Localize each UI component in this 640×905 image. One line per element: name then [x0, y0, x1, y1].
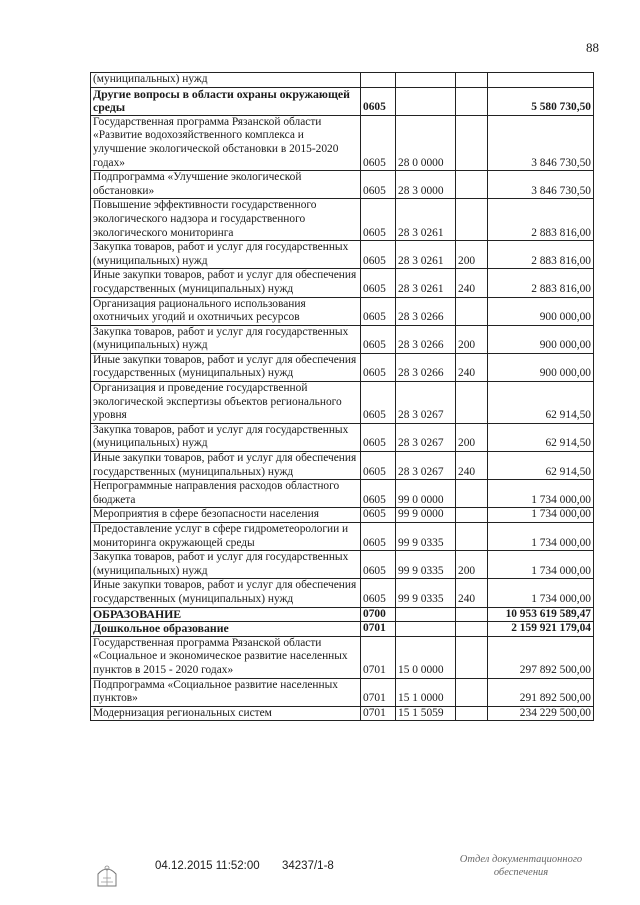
row-expense-type — [456, 171, 488, 199]
row-section: 0700 — [361, 607, 396, 622]
row-name: Государственная программа Рязанской области «Социальное и экономическое развитие населенных пунктов в 2015 - 2020 годах» — [91, 636, 361, 678]
table-row — [91, 199, 594, 241]
row-name: Дошкольное образование — [91, 622, 361, 637]
row-amount: 1 734 000,00 — [488, 508, 594, 523]
row-code: 99 9 0335 — [396, 523, 456, 551]
row-expense-type — [456, 382, 488, 424]
row-amount: 2 883 816,00 — [488, 241, 594, 269]
row-code: 99 9 0335 — [396, 551, 456, 579]
row-section: 0605 — [361, 423, 396, 451]
footer-doc-number: 34237/1-8 — [282, 860, 334, 872]
row-code: 28 3 0267 — [396, 452, 456, 480]
row-name: Иные закупки товаров, работ и услуг для обеспечения государственных (муниципальных) нужд — [91, 579, 361, 607]
row-expense-type — [456, 73, 488, 88]
department-stamp — [446, 853, 596, 879]
row-name: Государственная программа Рязанской области «Развитие водохозяйственного комплекса и улучшение экологической обстановки в 2015-2020 годах» — [91, 115, 361, 170]
row-expense-type: 200 — [456, 551, 488, 579]
row-amount: 297 892 500,00 — [488, 636, 594, 678]
row-amount: 1 734 000,00 — [488, 551, 594, 579]
row-name: Другие вопросы в области охраны окружающей среды — [91, 87, 361, 115]
row-expense-type — [456, 199, 488, 241]
row-section: 0605 — [361, 115, 396, 170]
row-amount: 900 000,00 — [488, 325, 594, 353]
row-section: 0701 — [361, 636, 396, 678]
table-row — [91, 73, 594, 88]
row-code — [396, 607, 456, 622]
row-expense-type: 200 — [456, 325, 488, 353]
row-section: 0605 — [361, 382, 396, 424]
table-row — [91, 480, 594, 508]
row-name: Подпрограмма «Социальное развитие населенных пунктов» — [91, 678, 361, 706]
row-expense-type — [456, 480, 488, 508]
row-amount: 900 000,00 — [488, 353, 594, 381]
table-row — [91, 382, 594, 424]
row-expense-type: 200 — [456, 241, 488, 269]
row-expense-type — [456, 622, 488, 637]
row-code — [396, 622, 456, 637]
row-name: Иные закупки товаров, работ и услуг для обеспечения государственных (муниципальных) нужд — [91, 353, 361, 381]
row-amount: 62 914,50 — [488, 382, 594, 424]
row-code: 99 0 0000 — [396, 480, 456, 508]
row-code: 28 3 0267 — [396, 423, 456, 451]
row-name: Организация рационального использования охотничьих угодий и охотничьих ресурсов — [91, 297, 361, 325]
row-expense-type — [456, 508, 488, 523]
table-row — [91, 241, 594, 269]
row-amount — [488, 73, 594, 88]
table-row — [91, 523, 594, 551]
table-row — [91, 269, 594, 297]
row-amount: 62 914,50 — [488, 423, 594, 451]
table-row — [91, 171, 594, 199]
table-row — [91, 678, 594, 706]
table-row — [91, 423, 594, 451]
table-row — [91, 353, 594, 381]
table-row — [91, 636, 594, 678]
row-code: 28 3 0261 — [396, 241, 456, 269]
row-code: 28 0 0000 — [396, 115, 456, 170]
row-expense-type — [456, 607, 488, 622]
row-section: 0605 — [361, 241, 396, 269]
row-amount: 2 883 816,00 — [488, 199, 594, 241]
row-code: 28 3 0261 — [396, 199, 456, 241]
table-row — [91, 607, 594, 622]
table-row — [91, 551, 594, 579]
row-code: 99 9 0335 — [396, 579, 456, 607]
row-section: 0605 — [361, 551, 396, 579]
row-code: 28 3 0261 — [396, 269, 456, 297]
page-number: 88 — [586, 40, 599, 55]
row-expense-type — [456, 706, 488, 721]
row-expense-type — [456, 678, 488, 706]
table-row — [91, 297, 594, 325]
row-name: Иные закупки товаров, работ и услуг для обеспечения государственных (муниципальных) нужд — [91, 452, 361, 480]
row-name: ОБРАЗОВАНИЕ — [91, 607, 361, 622]
row-code: 15 1 5059 — [396, 706, 456, 721]
row-name: Предоставление услуг в сфере гидрометеорологии и мониторинга окружающей среды — [91, 523, 361, 551]
row-section: 0701 — [361, 678, 396, 706]
row-name: Закупка товаров, работ и услуг для государственных (муниципальных) нужд — [91, 423, 361, 451]
footer-date: 04.12.2015 11:52:00 — [155, 860, 260, 872]
row-section: 0605 — [361, 297, 396, 325]
row-name: Подпрограмма «Улучшение экологической обстановки» — [91, 171, 361, 199]
row-amount: 1 734 000,00 — [488, 579, 594, 607]
row-name: Закупка товаров, работ и услуг для государственных (муниципальных) нужд — [91, 241, 361, 269]
table-row — [91, 508, 594, 523]
row-amount: 3 846 730,50 — [488, 115, 594, 170]
row-name: Закупка товаров, работ и услуг для государственных (муниципальных) нужд — [91, 551, 361, 579]
row-code — [396, 73, 456, 88]
coat-of-arms-icon — [94, 860, 120, 890]
row-expense-type — [456, 636, 488, 678]
row-name: Непрограммные направления расходов областного бюджета — [91, 480, 361, 508]
row-name: Организация и проведение государственной экологической экспертизы объектов регионального уровня — [91, 382, 361, 424]
table-row — [91, 579, 594, 607]
row-amount: 3 846 730,50 — [488, 171, 594, 199]
row-code: 28 3 0267 — [396, 382, 456, 424]
row-section: 0605 — [361, 508, 396, 523]
row-expense-type: 240 — [456, 579, 488, 607]
row-expense-type — [456, 523, 488, 551]
stamp-line-1: Отдел документационного — [459, 854, 583, 865]
budget-table — [90, 72, 594, 721]
row-amount: 62 914,50 — [488, 452, 594, 480]
row-section: 0605 — [361, 579, 396, 607]
row-expense-type: 240 — [456, 269, 488, 297]
row-expense-type: 200 — [456, 423, 488, 451]
row-code: 28 3 0266 — [396, 297, 456, 325]
row-section: 0605 — [361, 353, 396, 381]
row-name: Закупка товаров, работ и услуг для государственных (муниципальных) нужд — [91, 325, 361, 353]
row-name: Иные закупки товаров, работ и услуг для обеспечения государственных (муниципальных) нужд — [91, 269, 361, 297]
row-code: 15 0 0000 — [396, 636, 456, 678]
row-code: 28 3 0000 — [396, 171, 456, 199]
row-section: 0605 — [361, 199, 396, 241]
row-expense-type: 240 — [456, 353, 488, 381]
row-section: 0701 — [361, 622, 396, 637]
row-name: Повышение эффективности государственного экологического надзора и государственного экологического мониторинга — [91, 199, 361, 241]
row-section: 0605 — [361, 87, 396, 115]
row-expense-type — [456, 115, 488, 170]
row-amount: 234 229 500,00 — [488, 706, 594, 721]
row-section: 0605 — [361, 480, 396, 508]
row-name: Мероприятия в сфере безопасности населения — [91, 508, 361, 523]
row-section: 0605 — [361, 171, 396, 199]
table-row — [91, 325, 594, 353]
row-amount: 5 580 730,50 — [488, 87, 594, 115]
row-section — [361, 73, 396, 88]
table-row — [91, 622, 594, 637]
row-amount: 1 734 000,00 — [488, 523, 594, 551]
table-row — [91, 706, 594, 721]
row-name: (муниципальных) нужд — [91, 73, 361, 88]
table-row — [91, 452, 594, 480]
row-amount: 2 159 921 179,04 — [488, 622, 594, 637]
row-amount: 900 000,00 — [488, 297, 594, 325]
row-code — [396, 87, 456, 115]
row-code: 99 9 0000 — [396, 508, 456, 523]
row-amount: 1 734 000,00 — [488, 480, 594, 508]
row-amount: 291 892 500,00 — [488, 678, 594, 706]
row-code: 15 1 0000 — [396, 678, 456, 706]
table-row — [91, 87, 594, 115]
row-section: 0701 — [361, 706, 396, 721]
stamp-line-2: обеспечения — [493, 867, 549, 878]
row-section: 0605 — [361, 452, 396, 480]
row-expense-type — [456, 297, 488, 325]
row-section: 0605 — [361, 269, 396, 297]
row-expense-type — [456, 87, 488, 115]
row-code: 28 3 0266 — [396, 325, 456, 353]
row-section: 0605 — [361, 523, 396, 551]
row-section: 0605 — [361, 325, 396, 353]
row-code: 28 3 0266 — [396, 353, 456, 381]
row-amount: 2 883 816,00 — [488, 269, 594, 297]
row-amount: 10 953 619 589,47 — [488, 607, 594, 622]
table-row — [91, 115, 594, 170]
row-expense-type: 240 — [456, 452, 488, 480]
row-name: Модернизация региональных систем — [91, 706, 361, 721]
